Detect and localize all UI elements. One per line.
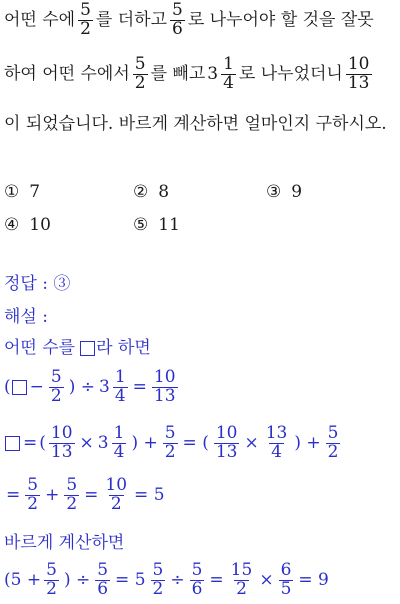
mixed-number: 3 $\frac{1}{4}$ <box>207 54 234 93</box>
equation-2: = ( $\frac{10}{13}$ × 3 $\frac{1}{4}$ ) + $\frac{5}{2}$ = ( $\frac{10}{13}$ × $\frac{13}{4}$ ) + $\frac{5}{2}$ <box>4 425 343 462</box>
fraction: $\frac{5}{6}$ <box>97 560 109 599</box>
equation-1: ( − $\frac{5}{2}$ ) ÷ 3 $\frac{1}{4}$ = $\frac{10}{13}$ <box>4 367 176 406</box>
fraction: $\frac{10}{2}$ <box>105 475 128 514</box>
problem-text: 로 나누었더니 <box>238 63 343 84</box>
fraction: $\frac{5}{2}$ <box>80 0 91 39</box>
fraction: $\frac{10}{13}$ <box>347 54 370 93</box>
fraction: $\frac{5}{2}$ <box>164 423 176 462</box>
fraction: $\frac{10}{13}$ <box>50 423 73 462</box>
blank-box <box>5 436 20 451</box>
fraction: $\frac{5}{2}$ <box>27 475 39 514</box>
problem-text: 이 되었습니다. 바르게 계산하면 얼마인지 구하시오. <box>4 114 387 134</box>
fraction: $\frac{5}{2}$ <box>46 560 57 599</box>
fraction: $\frac{15}{2}$ <box>230 560 253 599</box>
equation-3: = $\frac{5}{2}$ + $\frac{5}{2}$ = $\frac{10}{2}$ = 5 <box>6 475 165 514</box>
problem-text: 로 나누어야 할 것을 잘못 <box>187 9 374 30</box>
mixed-number: 3 $\frac{1}{4}$ <box>99 367 126 406</box>
choice-2[interactable]: ② 8 <box>133 182 170 202</box>
problem-line-1 <box>4 2 374 39</box>
problem-line-3 <box>4 116 387 133</box>
choice-4[interactable]: ④ 10 <box>4 215 51 235</box>
blank-box <box>12 380 27 395</box>
let-statement: 어떤 수를 라 하면 <box>4 338 151 358</box>
fraction: $\frac{5}{2}$ <box>134 54 146 93</box>
fraction: $\frac{10}{13}$ <box>215 423 238 462</box>
problem-text: 를 더하고 <box>95 9 168 30</box>
choice-3[interactable]: ③ 9 <box>266 182 303 202</box>
fraction: $\frac{10}{13}$ <box>153 367 176 406</box>
explanation-label: 해설 : <box>4 307 48 327</box>
equation-4: (5 + $\frac{5}{2}$ ) ÷ $\frac{5}{6}$ = 5 $\frac{5}{2}$ ÷ $\frac{5}{6}$ = $\frac{15}{2}$ × $\frac{6}{5}$ = 9 <box>4 560 329 599</box>
problem-text: 어떤 수에 <box>4 9 76 30</box>
problem-text: 하여 어떤 수에서 <box>4 63 130 84</box>
fraction: $\frac{6}{5}$ <box>280 560 292 599</box>
fraction: $\frac{13}{4}$ <box>265 423 288 462</box>
fraction: $\frac{5}{2}$ <box>50 367 62 406</box>
fraction: $\frac{5}{2}$ <box>327 423 339 462</box>
answer: 정답 : ③ <box>4 274 71 294</box>
fraction: $\frac{5}{2}$ <box>66 475 78 514</box>
blank-box <box>80 341 95 356</box>
choice-5[interactable]: ⑤ 11 <box>133 215 180 235</box>
correct-calc-label: 바르게 계산하면 <box>4 533 125 553</box>
fraction: $\frac{5}{6}$ <box>191 560 203 599</box>
problem-text: 를 빼고 <box>150 63 206 84</box>
fraction: $\frac{5}{2}$ <box>152 560 164 599</box>
problem-line-2 <box>4 56 375 93</box>
fraction: $\frac{5}{6}$ <box>172 0 183 39</box>
choice-1[interactable]: ① 7 <box>4 182 41 202</box>
mixed-number: 3 $\frac{1}{4}$ <box>97 423 125 462</box>
